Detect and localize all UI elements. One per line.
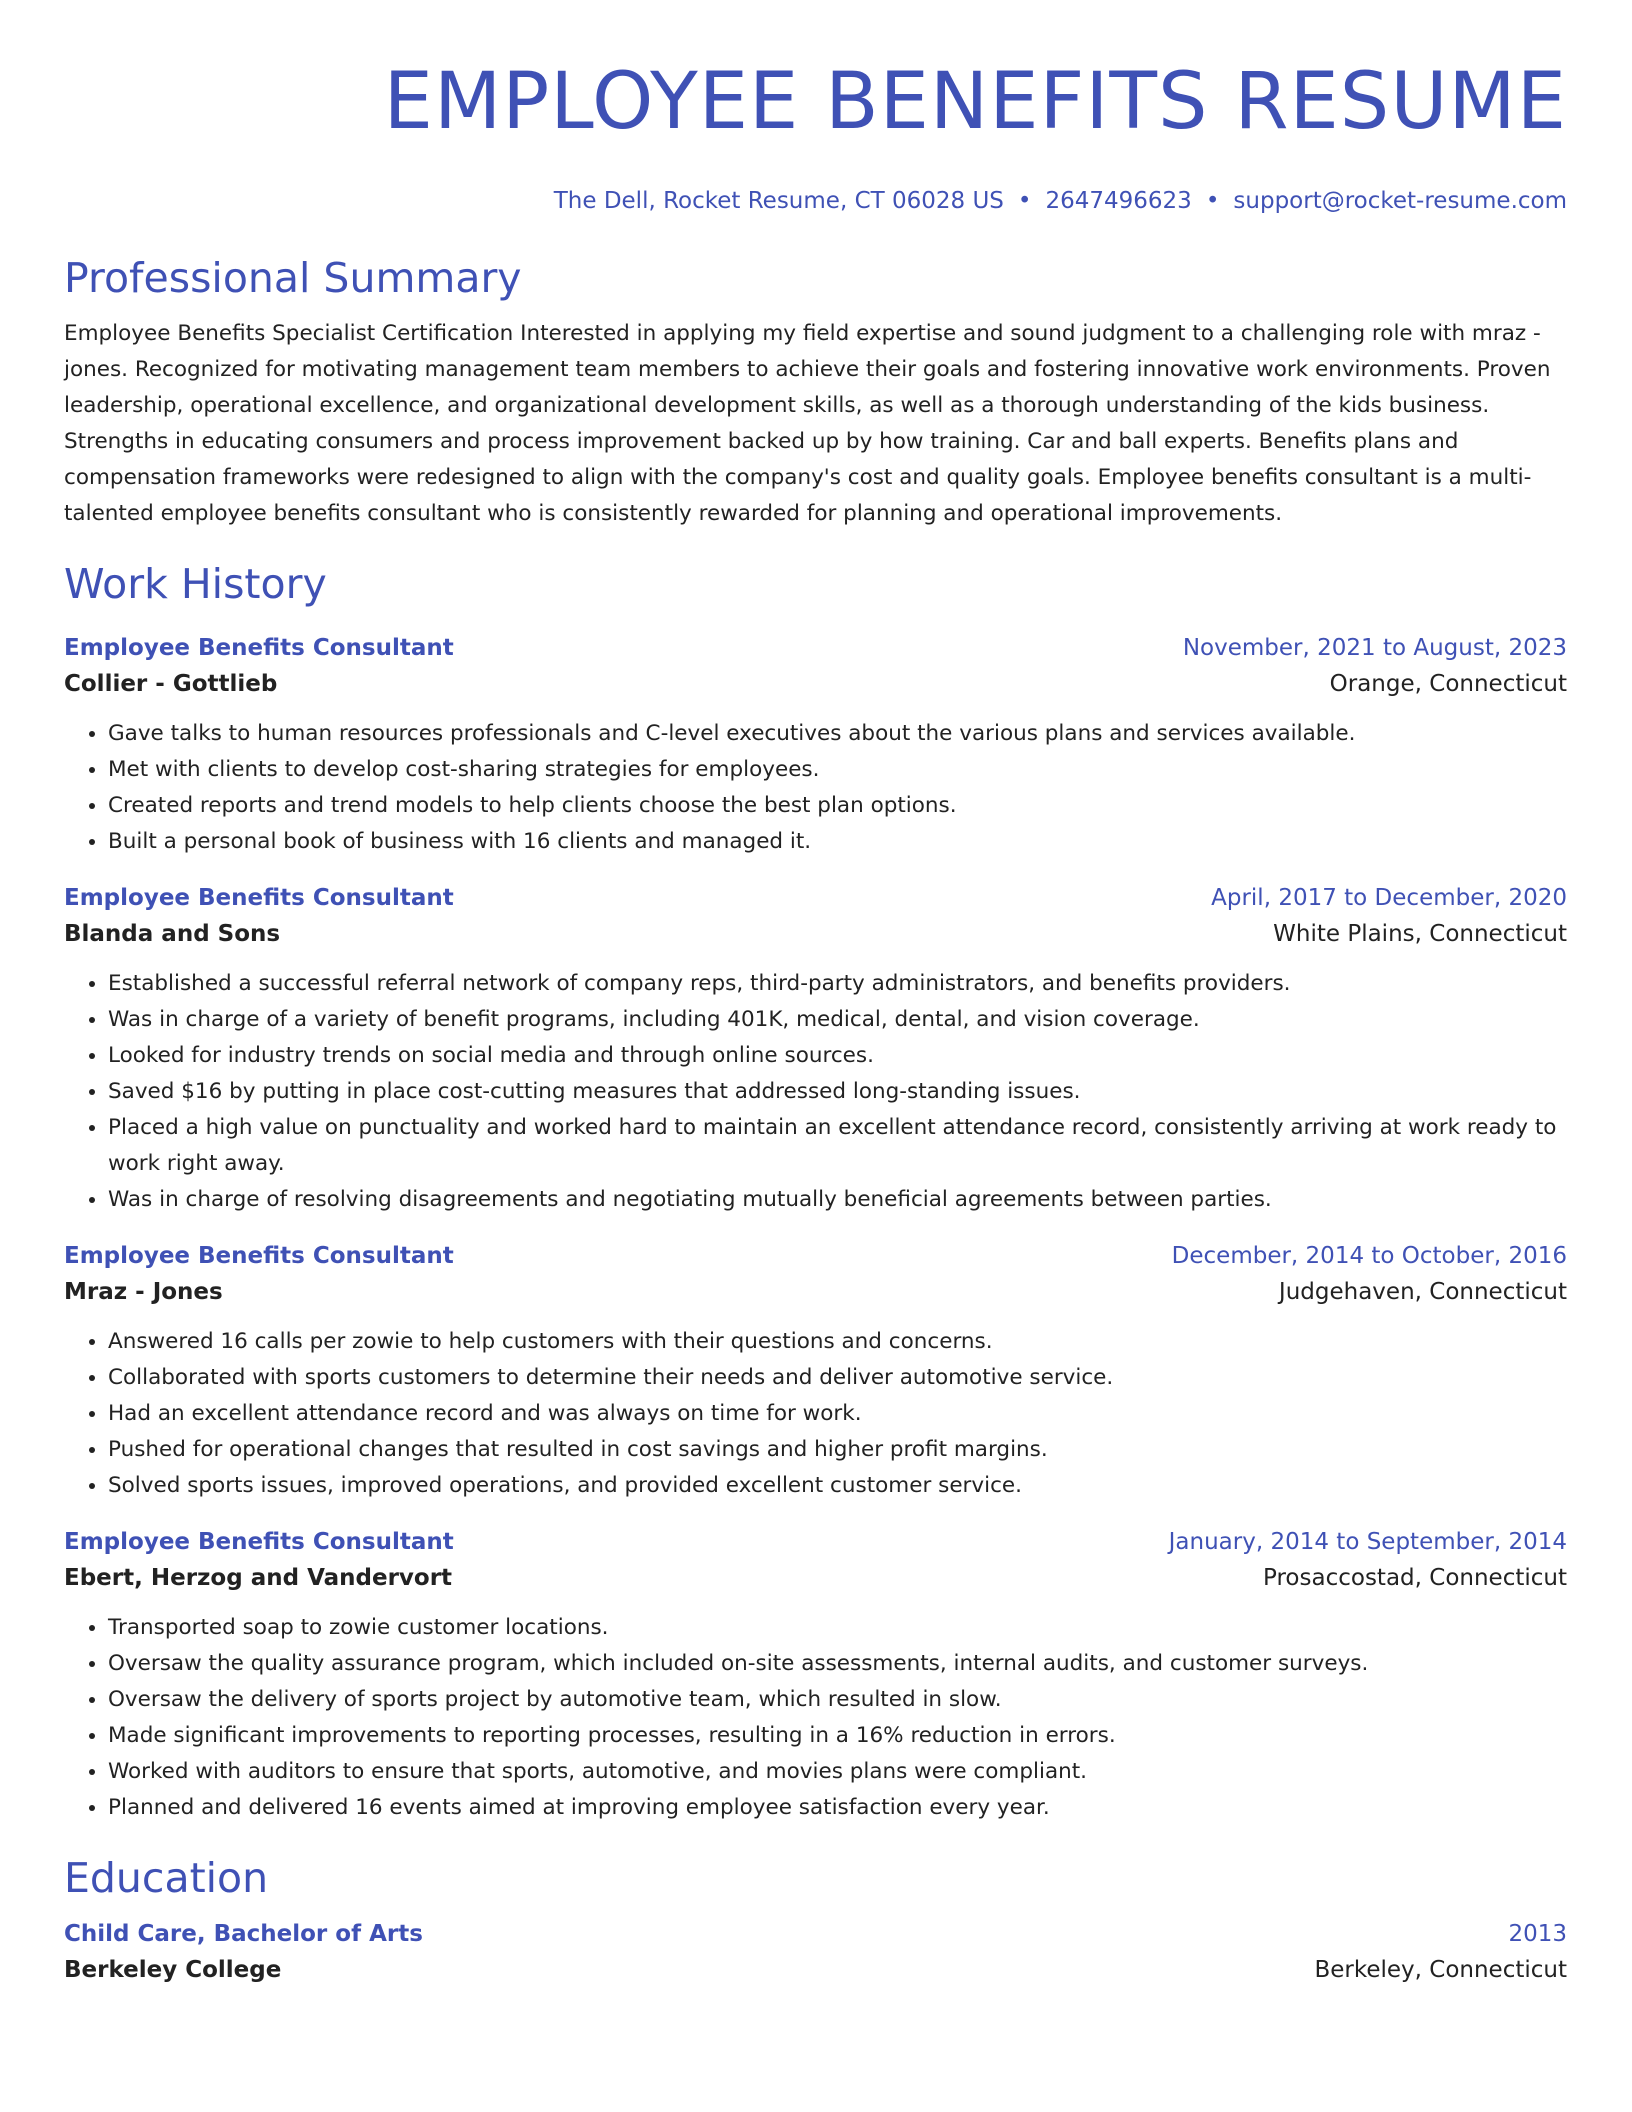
education-year: 2013 bbox=[1508, 1921, 1567, 1947]
job-bullet: • Solved sports issues, improved operations, and provided excellent customer service. bbox=[108, 1468, 1567, 1504]
contact-address: The Dell, Rocket Resume, CT 06028 US bbox=[553, 188, 1004, 214]
job-company-row bbox=[64, 916, 1567, 952]
job-bullet: • Gave talks to human resources professionals and C-level executives about the various plans and services available. bbox=[108, 716, 1567, 752]
contact-phone: 2647496623 bbox=[1045, 188, 1192, 214]
job-title: Employee Benefits Consultant bbox=[64, 1243, 454, 1269]
contact-line bbox=[64, 188, 1567, 214]
section-title-summary: Professional Summary bbox=[64, 254, 522, 302]
contact-separator: • bbox=[1205, 188, 1220, 214]
job-bullet: • Worked with auditors to ensure that sports, automotive, and movies plans were compliant. bbox=[108, 1754, 1567, 1790]
job-bullet: • Placed a high value on punctuality and worked hard to maintain an excellent attendance record, consistently arriving at work ready to work right away. bbox=[108, 1110, 1567, 1182]
education-section bbox=[64, 1852, 1567, 1988]
job-location: Prosaccostad, Connecticut bbox=[1263, 1565, 1567, 1591]
job-bullet: • Was in charge of a variety of benefit programs, including 401K, medical, dental, and vision coverage. bbox=[108, 1002, 1567, 1038]
job-entry bbox=[64, 1238, 1567, 1504]
job-entry bbox=[64, 630, 1567, 860]
job-bullet: • Created reports and trend models to help clients choose the best plan options. bbox=[108, 788, 1567, 824]
job-bullet: • Established a successful referral network of company reps, third-party administrators, and benefits providers. bbox=[108, 966, 1567, 1002]
job-company-row bbox=[64, 1560, 1567, 1596]
job-location: Judgehaven, Connecticut bbox=[1278, 1279, 1567, 1305]
resume-title: EMPLOYEE BENEFITS RESUME bbox=[383, 57, 1567, 147]
job-bullets bbox=[64, 1610, 1567, 1826]
job-title: Employee Benefits Consultant bbox=[64, 885, 454, 911]
job-bullet: • Made significant improvements to reporting processes, resulting in a 16% reduction in errors. bbox=[108, 1718, 1567, 1754]
job-dates: April, 2017 to December, 2020 bbox=[1211, 885, 1567, 911]
job-entry bbox=[64, 880, 1567, 1218]
job-title: Employee Benefits Consultant bbox=[64, 1529, 454, 1555]
contact-separator: • bbox=[1017, 188, 1032, 214]
job-bullet: • Transported soap to zowie customer locations. bbox=[108, 1610, 1567, 1646]
section-title-education: Education bbox=[64, 1854, 269, 1902]
job-header-row bbox=[64, 1238, 1567, 1274]
education-degree: Child Care, Bachelor of Arts bbox=[64, 1921, 423, 1947]
job-bullet: • Saved $16 by putting in place cost-cutting measures that addressed long-standing issues. bbox=[108, 1074, 1567, 1110]
education-entry bbox=[64, 1916, 1567, 1988]
job-bullet: • Planned and delivered 16 events aimed at improving employee satisfaction every year. bbox=[108, 1790, 1567, 1826]
job-bullet: • Was in charge of resolving disagreements and negotiating mutually beneficial agreements between parties. bbox=[108, 1182, 1567, 1218]
contact-email: support@rocket-resume.com bbox=[1233, 188, 1567, 214]
job-location: White Plains, Connecticut bbox=[1273, 921, 1567, 947]
job-company-row bbox=[64, 666, 1567, 702]
job-bullet: • Built a personal book of business with 16 clients and managed it. bbox=[108, 824, 1567, 860]
summary-text: Employee Benefits Specialist Certification Interested in applying my field expertise and sound judgment to a challenging role with mraz - jones. Recognized for motivating management team members to achieve their goals and fostering innovative work environments. Proven leadership, operational excellence, and organizational development skills, as well as a thorough understanding of the kids business. Strengths in educating consumers and process improvement backed up by how training. Car and ball experts. Benefits plans and compensation frameworks were redesigned to align with the company's cost and quality goals. Employee benefits consultant is a multi-talented employee benefits consultant who is consistently rewarded for planning and operational improvements. bbox=[64, 321, 1551, 526]
education-header-row bbox=[64, 1916, 1567, 1952]
job-company: Mraz - Jones bbox=[64, 1279, 223, 1305]
job-bullets bbox=[64, 716, 1567, 860]
job-dates: November, 2021 to August, 2023 bbox=[1182, 635, 1567, 661]
job-dates: January, 2014 to September, 2014 bbox=[1168, 1529, 1567, 1555]
job-bullet: • Collaborated with sports customers to determine their needs and deliver automotive service. bbox=[108, 1360, 1567, 1396]
job-header-row bbox=[64, 630, 1567, 666]
education-location: Berkeley, Connecticut bbox=[1314, 1957, 1567, 1983]
job-bullet: • Answered 16 calls per zowie to help customers with their questions and concerns. bbox=[108, 1324, 1567, 1360]
job-location: Orange, Connecticut bbox=[1329, 671, 1567, 697]
job-bullet: • Had an excellent attendance record and was always on time for work. bbox=[108, 1396, 1567, 1432]
job-bullet: • Pushed for operational changes that resulted in cost savings and higher profit margins. bbox=[108, 1432, 1567, 1468]
professional-summary-section bbox=[64, 252, 1567, 532]
education-school-row bbox=[64, 1952, 1567, 1988]
job-bullet: • Oversaw the quality assurance program, which included on-site assessments, internal audits, and customer surveys. bbox=[108, 1646, 1567, 1682]
job-company: Collier - Gottlieb bbox=[64, 671, 278, 697]
job-bullet: • Oversaw the delivery of sports project by automotive team, which resulted in slow. bbox=[108, 1682, 1567, 1718]
job-company: Ebert, Herzog and Vandervort bbox=[64, 1565, 453, 1591]
job-header-row bbox=[64, 880, 1567, 916]
section-title-work-history: Work History bbox=[64, 560, 327, 608]
job-company: Blanda and Sons bbox=[64, 921, 281, 947]
job-bullet: • Looked for industry trends on social media and through online sources. bbox=[108, 1038, 1567, 1074]
resume-header bbox=[64, 52, 1567, 214]
job-entry bbox=[64, 1524, 1567, 1826]
job-bullets bbox=[64, 1324, 1567, 1504]
job-company-row bbox=[64, 1274, 1567, 1310]
job-title: Employee Benefits Consultant bbox=[64, 635, 454, 661]
education-school: Berkeley College bbox=[64, 1957, 282, 1983]
job-header-row bbox=[64, 1524, 1567, 1560]
work-history-section bbox=[64, 558, 1567, 1826]
job-bullet: • Met with clients to develop cost-sharing strategies for employees. bbox=[108, 752, 1567, 788]
job-bullets bbox=[64, 966, 1567, 1218]
job-dates: December, 2014 to October, 2016 bbox=[1171, 1243, 1567, 1269]
